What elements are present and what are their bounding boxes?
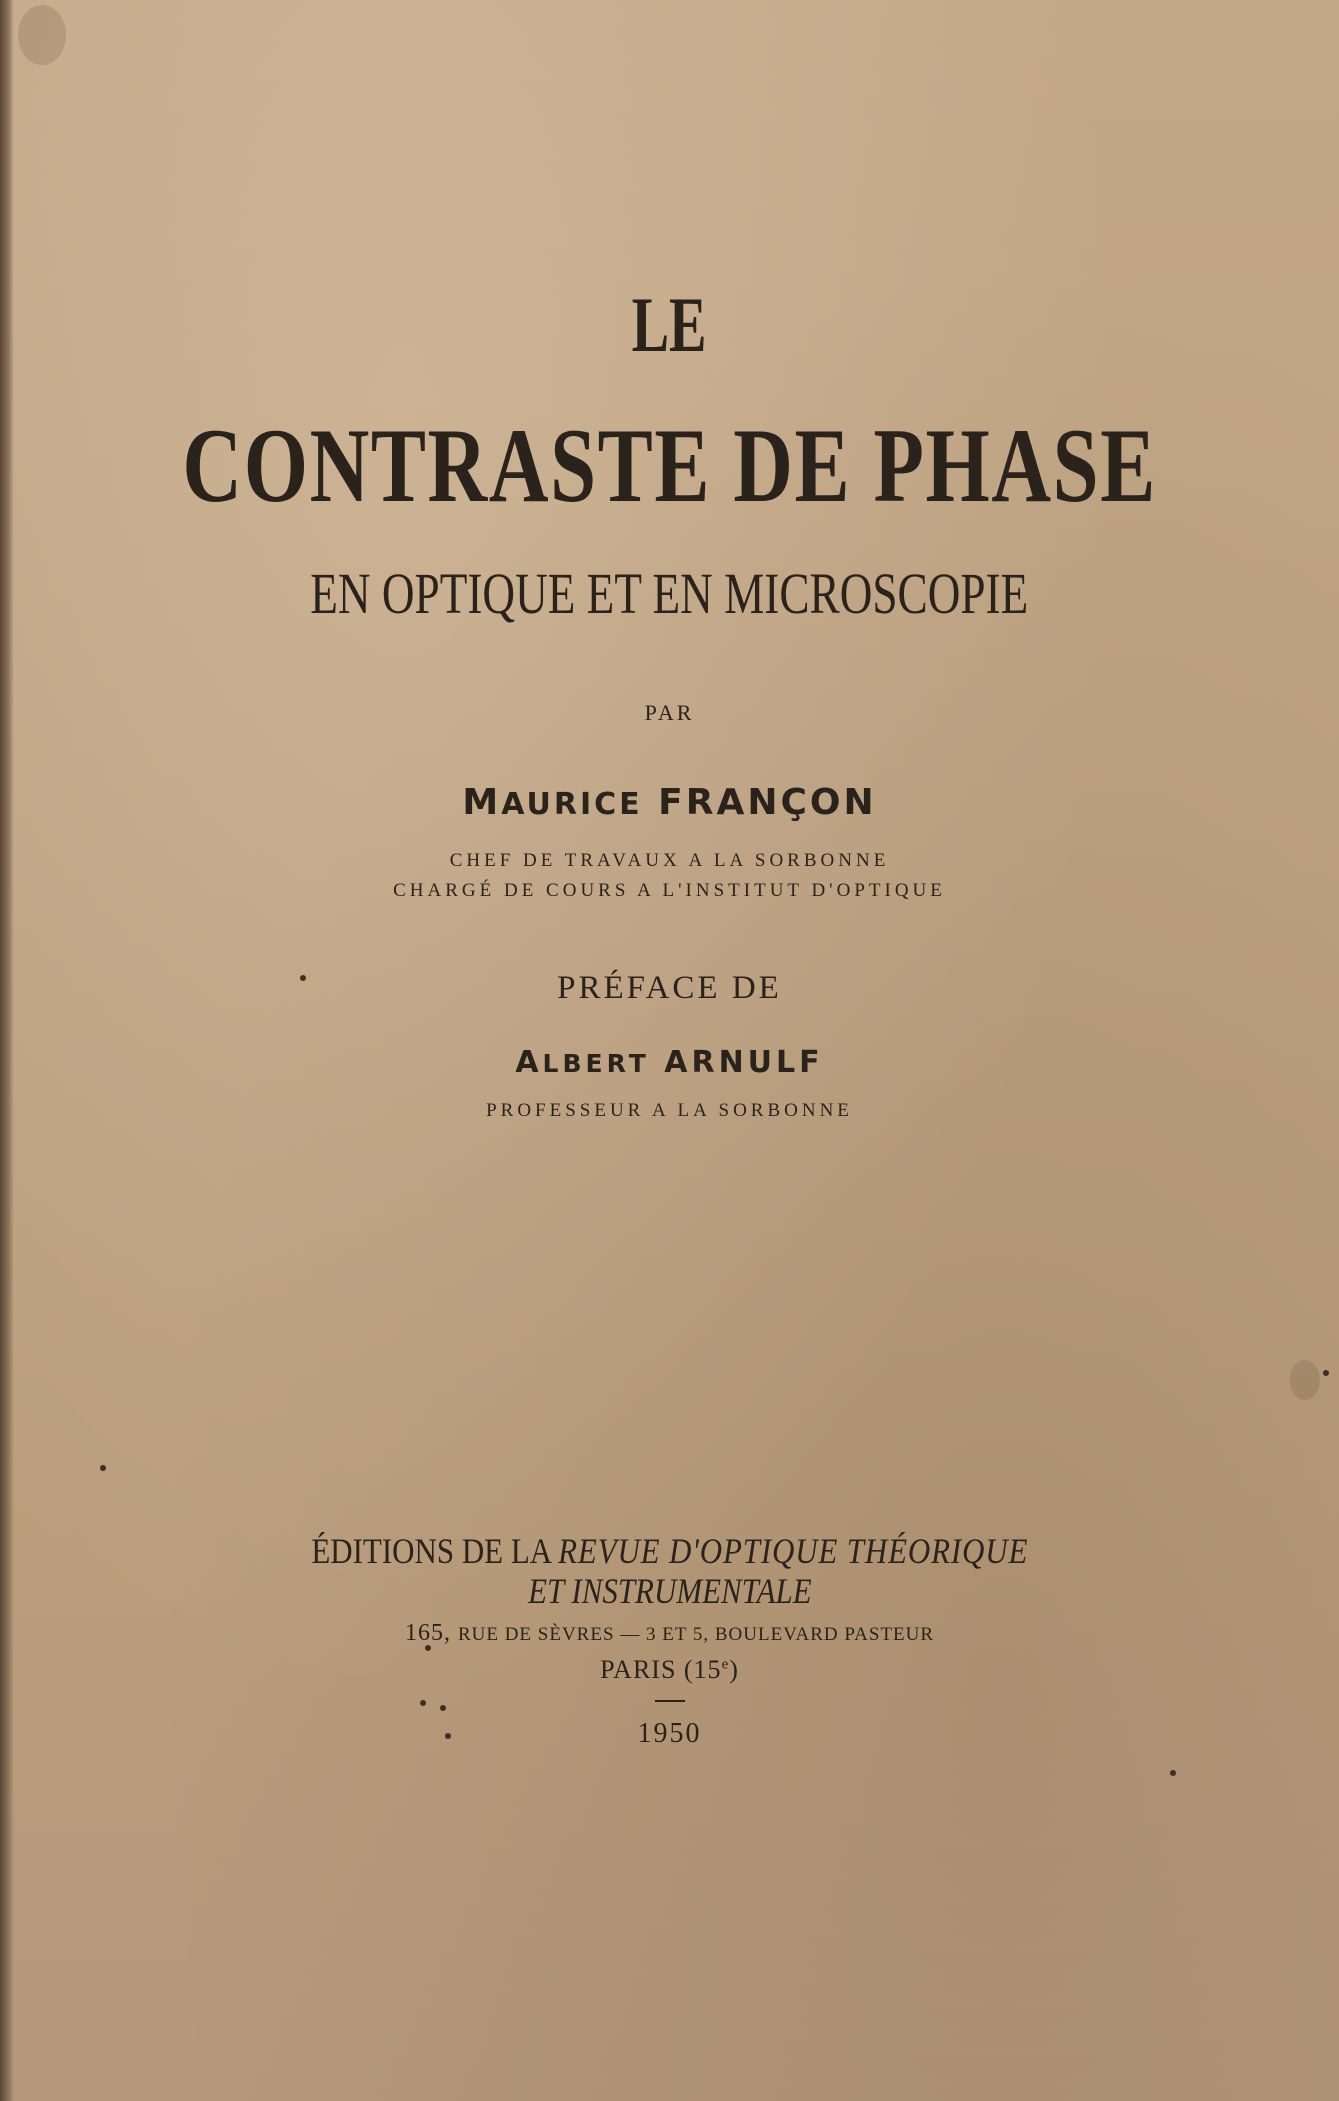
preface-author-first-initial: A <box>515 1045 543 1080</box>
ink-speck <box>1170 1770 1176 1776</box>
author-first-rest: AURICE <box>501 787 643 822</box>
author-last-name: FRANÇON <box>658 782 877 823</box>
ink-speck <box>100 1465 106 1471</box>
ink-speck <box>440 1705 446 1711</box>
by-label: PAR <box>644 700 695 725</box>
paper-stain <box>18 5 66 65</box>
preface-author-first-rest: LBERT <box>542 1049 650 1078</box>
publisher-journal-2: ET INSTRUMENTALE <box>527 1571 812 1611</box>
author-first-initial: M <box>462 782 502 823</box>
preface-author-title: PROFESSEUR A LA SORBONNE <box>486 1100 853 1121</box>
publisher-city: PARIS (15e) <box>600 1655 739 1684</box>
author-name <box>0 782 1339 823</box>
preface-author-name <box>0 1045 1339 1080</box>
title-line-1: LE <box>632 281 707 368</box>
address-number: 165, <box>404 1620 451 1646</box>
publisher-journal-1: REVUE D'OPTIQUE THÉORIQUE <box>557 1531 1028 1571</box>
publisher-prefix: ÉDITIONS DE LA <box>311 1531 551 1571</box>
publisher-line-1 <box>0 1530 1339 1572</box>
author-affiliation-2: CHARGÉ DE COURS A L'INSTITUT D'OPTIQUE <box>393 880 946 901</box>
address-street: RUE DE SÈVRES — 3 ET 5, BOULEVARD PASTEUR <box>457 1624 935 1645</box>
title-line-2: CONTRASTE DE PHASE <box>182 407 1157 524</box>
subtitle: EN OPTIQUE ET EN MICROSCOPIE <box>310 561 1029 626</box>
author-affiliation-1: CHEF DE TRAVAUX A LA SORBONNE <box>449 850 890 871</box>
preface-author-last-name: ARNULF <box>664 1045 824 1080</box>
separator-rule <box>655 1700 685 1702</box>
preface-label: PRÉFACE DE <box>557 970 782 1006</box>
publisher-line-2 <box>0 1570 1339 1612</box>
ink-speck <box>1323 1370 1329 1376</box>
ink-speck <box>420 1700 426 1706</box>
paper-stain <box>1290 1360 1320 1400</box>
publication-year: 1950 <box>637 1718 702 1749</box>
publisher-address <box>0 1620 1339 1647</box>
